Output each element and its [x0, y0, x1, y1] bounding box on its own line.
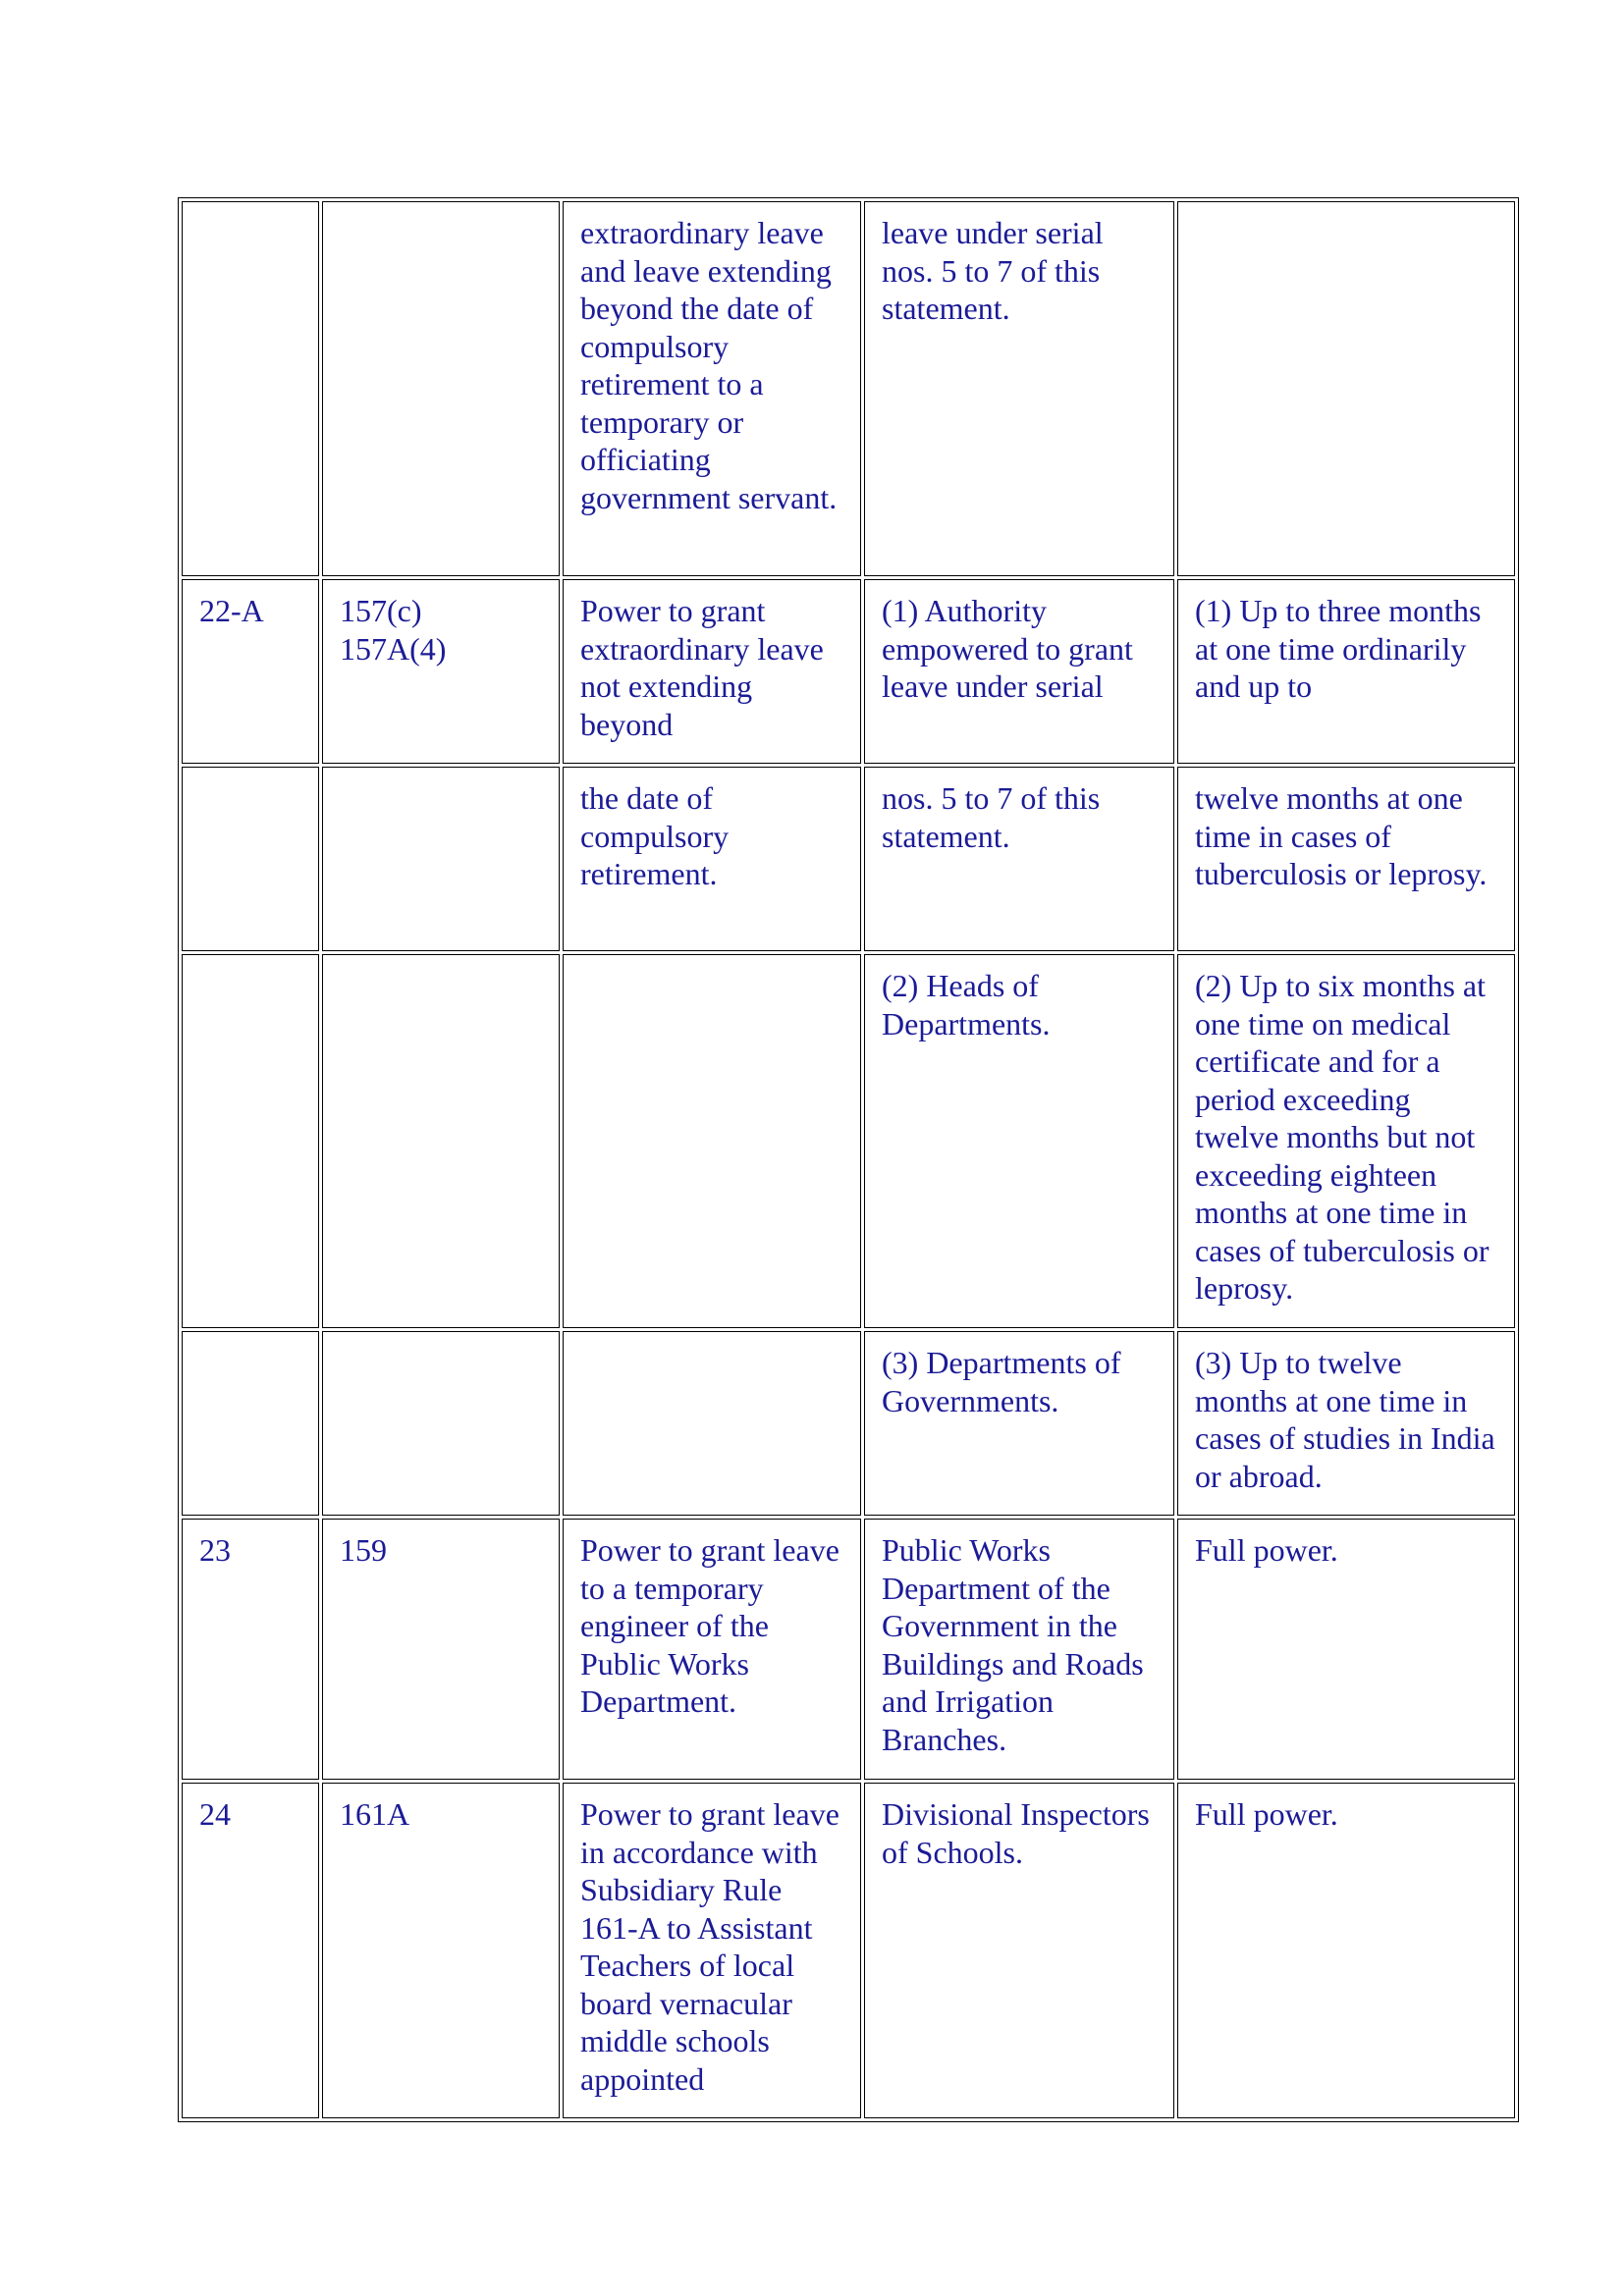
- extent-cell: (2) Up to six months at one time on medical certificate and for a period exceeding twelve months but not exceeding eighteen months at one time in cases of tuberculosis or leprosy.: [1177, 954, 1515, 1328]
- authority-cell: (3) Departments of Governments.: [864, 1331, 1174, 1516]
- authority-cell: (1) Authority empowered to grant leave under serial: [864, 579, 1174, 764]
- table-row: [182, 579, 1515, 764]
- nature-of-power-cell: [563, 1331, 861, 1516]
- rule-cell: 157(c) 157A(4): [322, 579, 560, 764]
- serial-cell: [182, 954, 319, 1328]
- table-row: [182, 1783, 1515, 2118]
- rule-cell: [322, 767, 560, 951]
- authority-cell: Divisional Inspectors of Schools.: [864, 1783, 1174, 2118]
- extent-cell: Full power.: [1177, 1519, 1515, 1780]
- serial-cell: 23: [182, 1519, 319, 1780]
- table-row: [182, 1519, 1515, 1780]
- serial-cell: [182, 767, 319, 951]
- nature-of-power-cell: Power to grant leave to a temporary engineer of the Public Works Department.: [563, 1519, 861, 1780]
- extent-cell: (1) Up to three months at one time ordinarily and up to: [1177, 579, 1515, 764]
- extent-cell: (3) Up to twelve months at one time in cases of studies in India or abroad.: [1177, 1331, 1515, 1516]
- rule-cell: [322, 954, 560, 1328]
- nature-of-power-cell: the date of compulsory retirement.: [563, 767, 861, 951]
- serial-cell: [182, 201, 319, 576]
- delegation-of-powers-table: [178, 197, 1519, 2122]
- serial-cell: 22-A: [182, 579, 319, 764]
- authority-cell: nos. 5 to 7 of this statement.: [864, 767, 1174, 951]
- rule-cell: [322, 1331, 560, 1516]
- table-row: [182, 201, 1515, 576]
- extent-cell: Full power.: [1177, 1783, 1515, 2118]
- extent-cell: [1177, 201, 1515, 576]
- serial-cell: 24: [182, 1783, 319, 2118]
- rule-cell: 161A: [322, 1783, 560, 2118]
- table-row: [182, 1331, 1515, 1516]
- authority-cell: leave under serial nos. 5 to 7 of this statement.: [864, 201, 1174, 576]
- rule-cell: 159: [322, 1519, 560, 1780]
- serial-cell: [182, 1331, 319, 1516]
- authority-cell: (2) Heads of Departments.: [864, 954, 1174, 1328]
- extent-cell: twelve months at one time in cases of tuberculosis or leprosy.: [1177, 767, 1515, 951]
- table-row: [182, 954, 1515, 1328]
- nature-of-power-cell: [563, 954, 861, 1328]
- nature-of-power-cell: Power to grant extraordinary leave not extending beyond: [563, 579, 861, 764]
- nature-of-power-cell: extraordinary leave and leave extending beyond the date of compulsory retirement to a temporary or officiating government servant.: [563, 201, 861, 576]
- nature-of-power-cell: Power to grant leave in accordance with Subsidiary Rule 161-A to Assistant Teachers of local board vernacular middle schools appointed: [563, 1783, 861, 2118]
- authority-cell: Public Works Department of the Government in the Buildings and Roads and Irrigation Branches.: [864, 1519, 1174, 1780]
- table-row: [182, 767, 1515, 951]
- rule-cell: [322, 201, 560, 576]
